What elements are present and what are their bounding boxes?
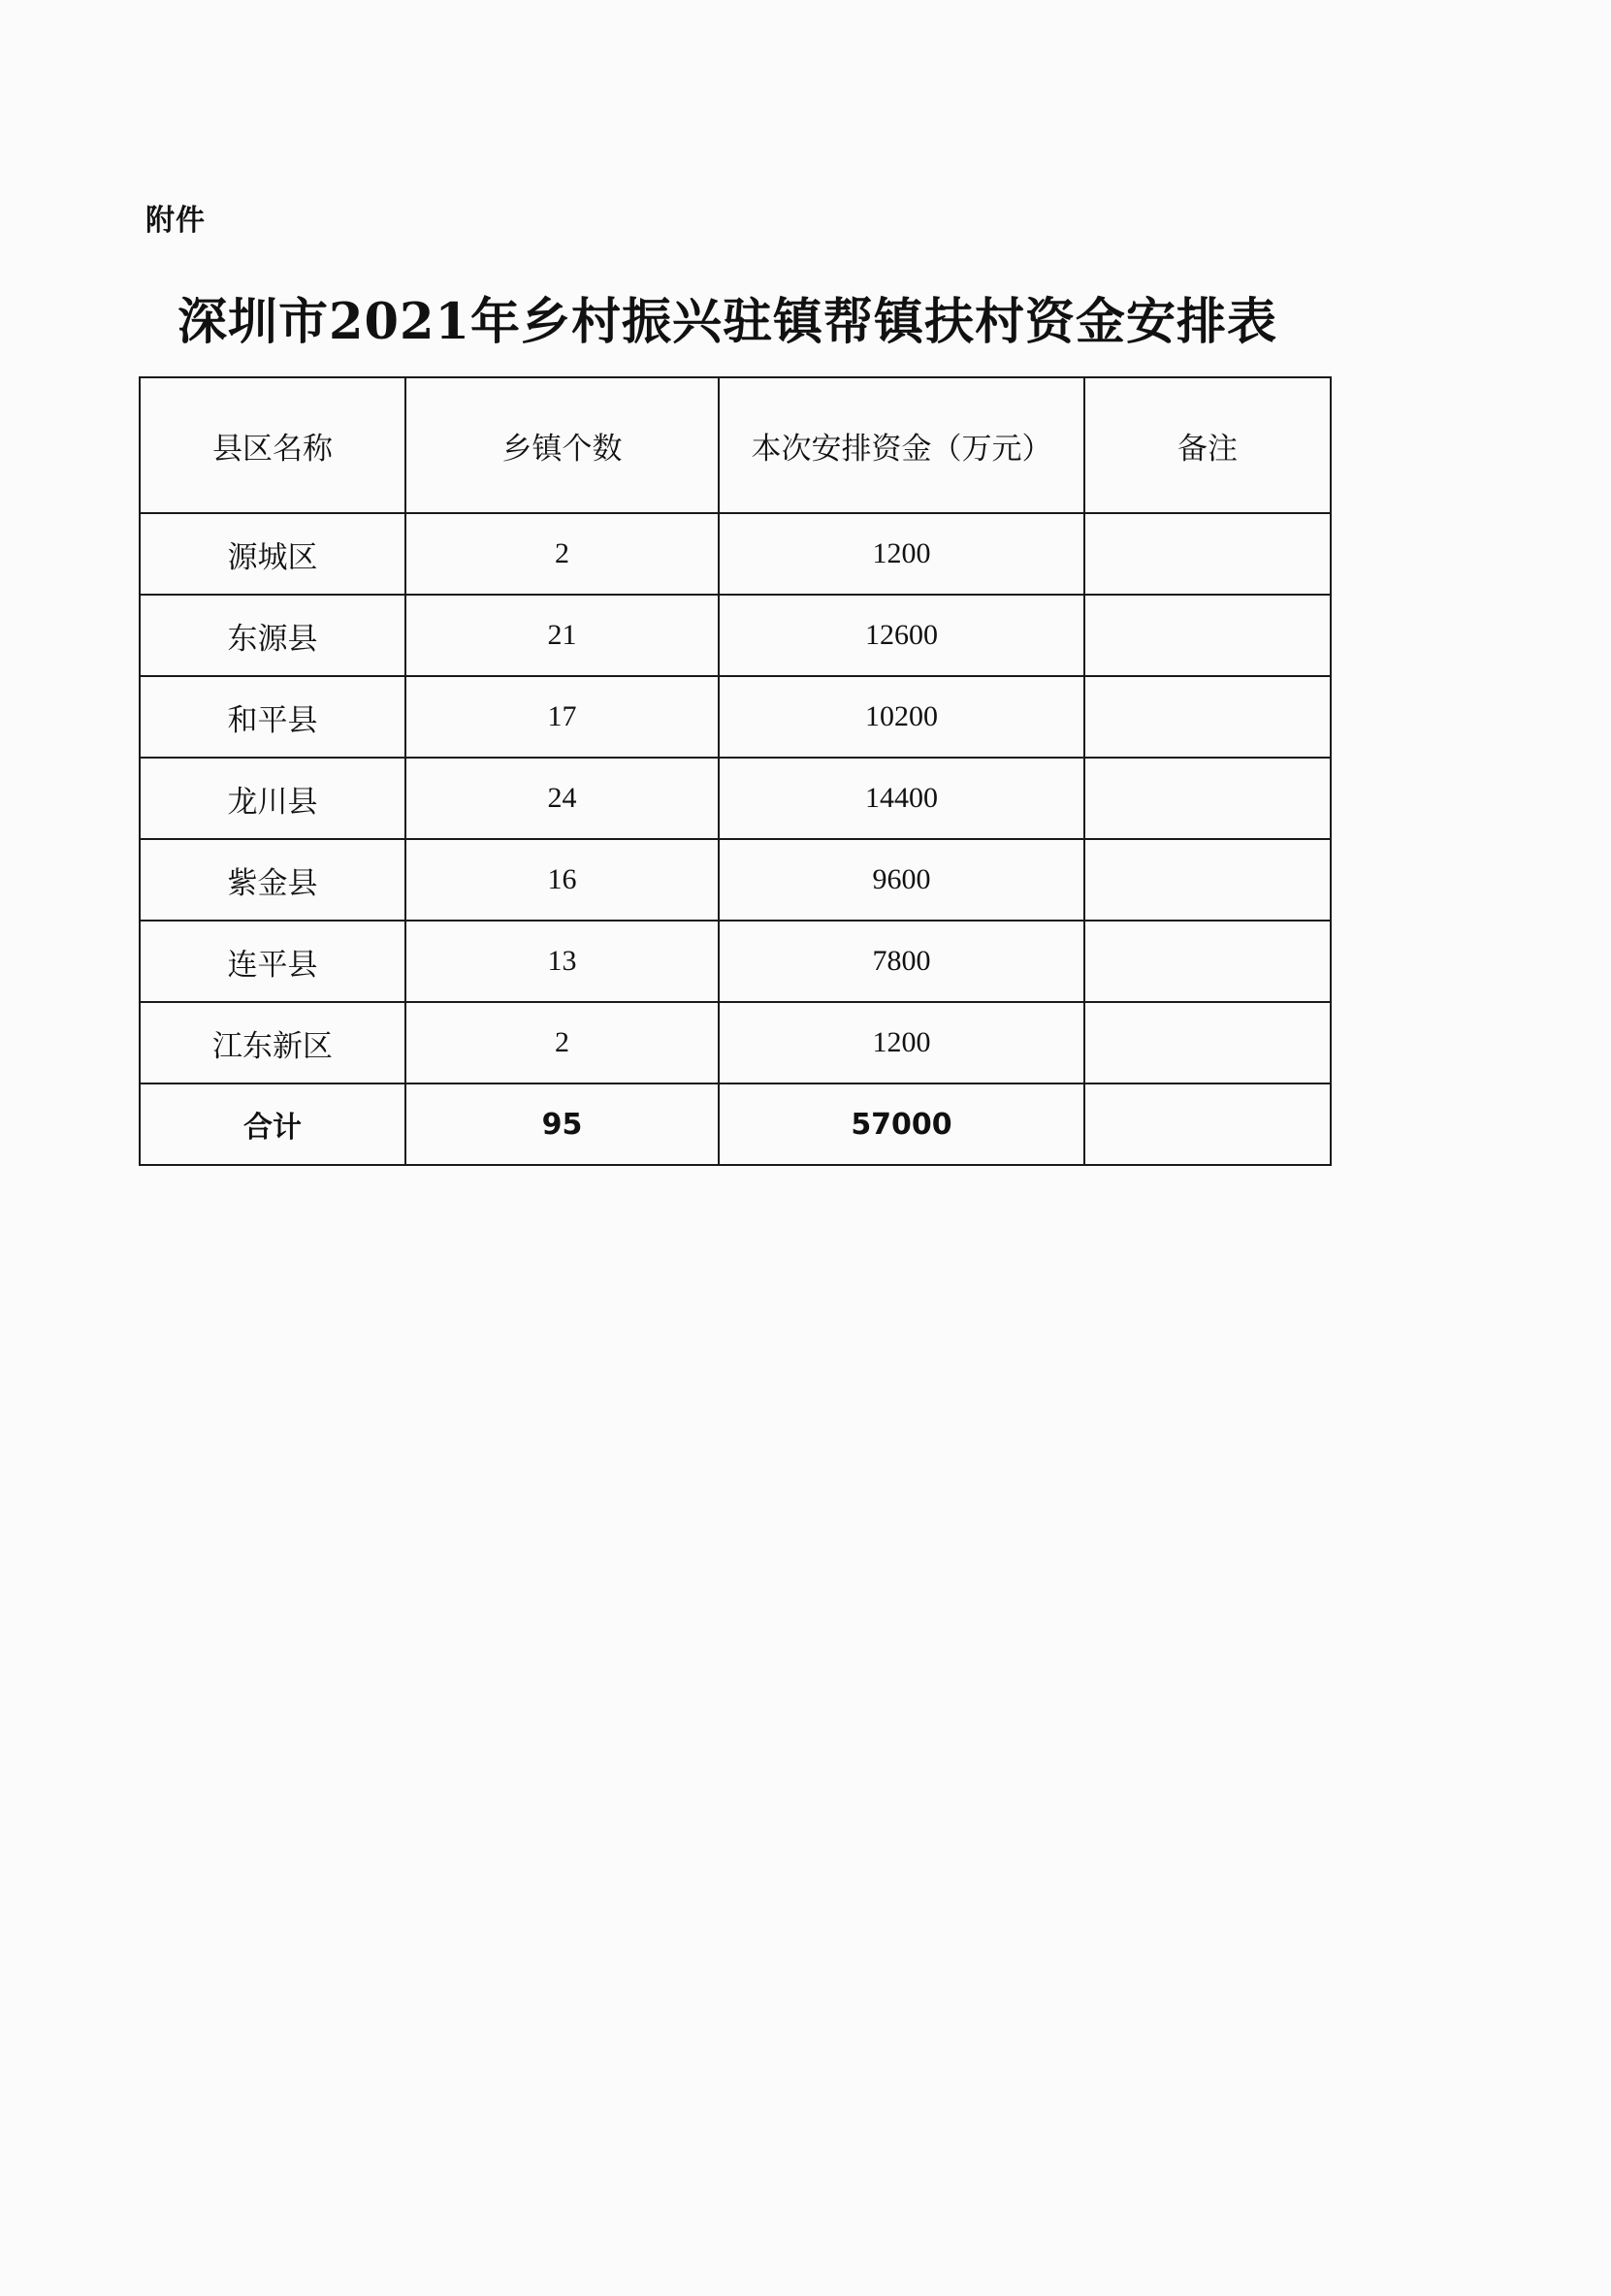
table-row	[140, 839, 1331, 921]
funds-cell: 10200	[719, 676, 1084, 758]
table-row	[140, 1002, 1331, 1083]
table-row	[140, 758, 1331, 839]
funds-allocation-table	[139, 376, 1332, 1166]
total-town-count: 95	[405, 1083, 719, 1165]
town-count-cell: 24	[405, 758, 719, 839]
funds-cell: 9600	[719, 839, 1084, 921]
county-cell: 源城区	[140, 513, 405, 595]
attachment-label: 附件	[145, 204, 206, 238]
remarks-cell	[1084, 921, 1331, 1002]
town-count-cell: 16	[405, 839, 719, 921]
remarks-cell	[1084, 676, 1331, 758]
county-cell: 江东新区	[140, 1002, 405, 1083]
town-count-cell: 21	[405, 595, 719, 676]
remarks-cell	[1084, 513, 1331, 595]
table-row	[140, 595, 1331, 676]
remarks-cell	[1084, 1002, 1331, 1083]
funds-cell: 1200	[719, 513, 1084, 595]
total-row	[140, 1083, 1331, 1165]
funds-cell: 12600	[719, 595, 1084, 676]
total-funds: 57000	[719, 1083, 1084, 1165]
remarks-cell	[1084, 839, 1331, 921]
header-allocated-funds: 本次安排资金（万元）	[719, 377, 1084, 513]
county-cell: 龙川县	[140, 758, 405, 839]
town-count-cell: 2	[405, 513, 719, 595]
funds-cell: 1200	[719, 1002, 1084, 1083]
total-remarks	[1084, 1083, 1331, 1165]
town-count-cell: 17	[405, 676, 719, 758]
county-cell: 东源县	[140, 595, 405, 676]
table-header-row	[140, 377, 1331, 513]
funds-cell: 7800	[719, 921, 1084, 1002]
header-county-name: 县区名称	[140, 377, 405, 513]
header-town-count: 乡镇个数	[405, 377, 719, 513]
remarks-cell	[1084, 758, 1331, 839]
county-cell: 连平县	[140, 921, 405, 1002]
header-remarks: 备注	[1084, 377, 1331, 513]
table-row	[140, 676, 1331, 758]
town-count-cell: 13	[405, 921, 719, 1002]
remarks-cell	[1084, 595, 1331, 676]
table-row	[140, 921, 1331, 1002]
town-count-cell: 2	[405, 1002, 719, 1083]
funds-cell: 14400	[719, 758, 1084, 839]
table-row	[140, 513, 1331, 595]
county-cell: 紫金县	[140, 839, 405, 921]
total-label: 合计	[140, 1083, 405, 1165]
county-cell: 和平县	[140, 676, 405, 758]
document-title: 深圳市2021年乡村振兴驻镇帮镇扶村资金安排表	[177, 293, 1277, 351]
